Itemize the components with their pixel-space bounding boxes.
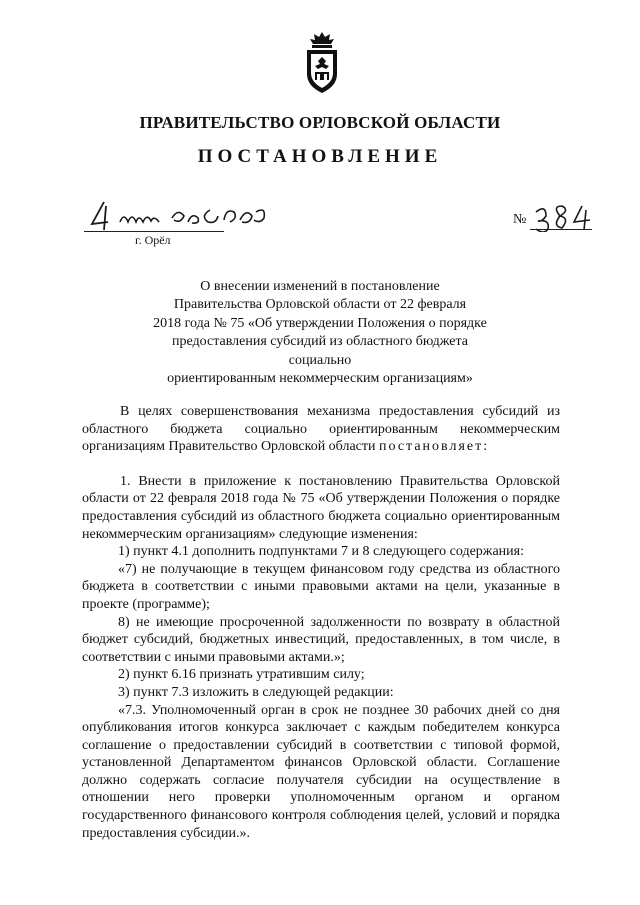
subject-line: Правительства Орловской области от 22 февраля <box>173 297 467 313</box>
paragraph: 8) не имеющие просроченной задолженности по возврату в областной бюджет субсидий, бюджетных инвестиций, предоставленных, в том числе, в соответствии с иными правовыми актами.»; <box>82 614 560 665</box>
date-underline <box>84 231 224 232</box>
number-label: № <box>513 212 527 227</box>
resolves-word: постановляет: <box>378 439 490 455</box>
preamble <box>82 403 560 456</box>
paragraph: «7.3. Уполномоченный орган в срок не позднее 30 рабочих дней со дня опубликования итогов конкурса заключает с каждым победителем конкурса соглашение о предоставлении субсидий в соответствии с типовой формой, установленной Департаментом финансов Орловской области. Соглашение должно содержать согласие получателя субсидии на осуществление в отношении него проверки уполномоченным органом и органом государственного финансового контроля соблюдения целей, условий и порядка предоставления субсидии.». <box>82 702 560 841</box>
document-type: ПОСТАНОВЛЕНИЕ <box>197 146 443 167</box>
handwritten-number <box>530 202 600 232</box>
handwritten-date <box>84 196 280 234</box>
document-subject <box>140 278 500 388</box>
paragraph: 1. Внести в приложение к постановлению Правительства Орловской области от 22 февраля 2018 года № 75 «Об утверждении Положения о порядке предоставления субсидий из областного бюджета социально ориентированным некоммерческим организациям» следующие изменения: <box>82 473 560 542</box>
paragraph: «7) не получающие в текущем финансовом году средства из областного бюджета в соответствии с иными правовыми актами на цели, указанные в проекте (программе); <box>82 561 560 612</box>
paragraph: 1) пункт 4.1 дополнить подпунктами 7 и 8 следующего содержания: <box>118 544 524 560</box>
subject-line: 2018 года № 75 «Об утверждении Положения о порядке <box>153 315 487 331</box>
government-title: ПРАВИТЕЛЬСТВО ОРЛОВСКОЙ ОБЛАСТИ <box>139 113 501 132</box>
city: г. Орёл <box>135 233 171 247</box>
subject-line: О внесении изменений в постановление <box>200 279 440 294</box>
document-body <box>82 403 560 842</box>
subject-line: ориентированным некоммерческим организациям» <box>167 371 473 387</box>
preamble-text: В целях совершенствования механизма предоставления субсидий из областного бюджета социально ориентированным некоммерческим организациям Правительство Орловской области <box>82 404 560 455</box>
subject-line: предоставления субсидий из областного бюджета социально <box>172 334 468 368</box>
paragraph: 3) пункт 7.3 изложить в следующей редакции: <box>118 684 394 700</box>
orel-coat-of-arms-icon <box>301 30 343 96</box>
number-underline <box>530 229 592 230</box>
paragraph: 2) пункт 6.16 признать утратившим силу; <box>118 667 365 683</box>
